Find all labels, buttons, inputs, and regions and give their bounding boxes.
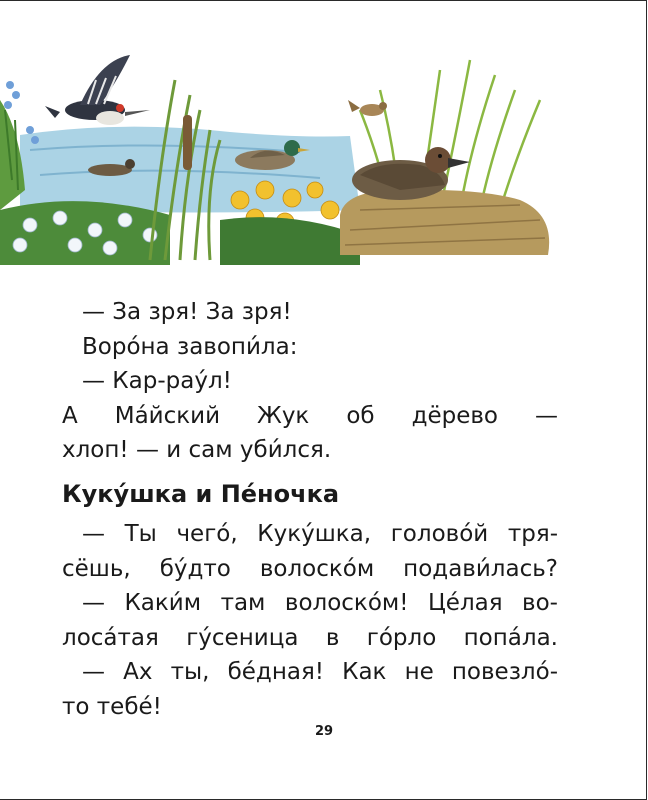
story-2-line: то тебе́! [62, 693, 162, 720]
story-2-line: — Ах ты, бе́дная! Как не повезло́- [82, 659, 558, 685]
story-1-text [62, 295, 558, 468]
story-2-line: — Ты чего́, Куку́шка, голово́й тря- [82, 521, 558, 547]
story-1-line: — Кар-рау́л! [82, 368, 232, 394]
story-1-line: Воро́на завопи́ла: [82, 333, 298, 360]
story-1-line: — За зря! За зря! [82, 299, 292, 325]
story-2-line: лоса́тая гу́сеница в го́рло попа́ла. [62, 624, 558, 651]
woodpecker-bird [45, 55, 150, 125]
story-2-line: сёшь, бу́дто волоско́м подави́лась? [62, 555, 558, 582]
story-2-line: — Каки́м там волоско́м! Це́лая во- [82, 590, 558, 616]
story-2-title: Куку́шка и Пе́ночка [62, 480, 340, 508]
nature-illustration [0, 40, 648, 265]
story-1-line: А Ма́йский Жук об дёрево — [62, 402, 558, 429]
story-2-text [62, 517, 558, 724]
story-1-line: хлоп! — и сам уби́лся. [62, 437, 332, 463]
small-bird [348, 100, 387, 116]
page-number: 29 [314, 724, 334, 739]
